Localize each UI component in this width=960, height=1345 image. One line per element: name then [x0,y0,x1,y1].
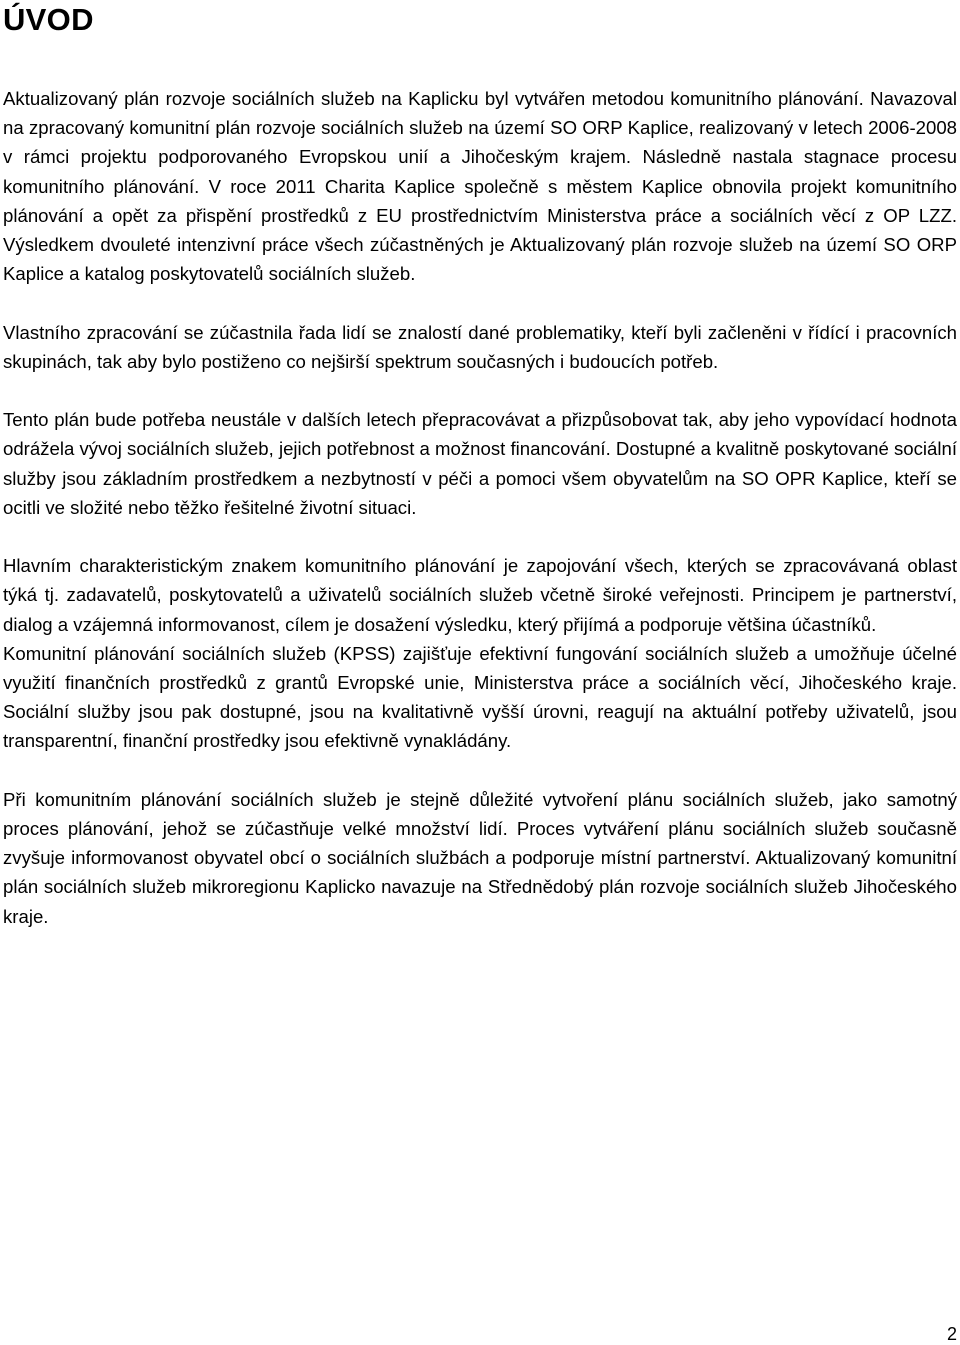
paragraph: Při komunitním plánování sociálních služeb je stejně důležité vytvoření plánu sociálních služeb, jako samotný proces plánování, jehož se zúčastňuje velké množství lidí. Proces vytváření plánu sociálních služeb současně zvyšuje informovanost obyvatel obcí o sociálních službách a podporuje místní partnerství. Aktualizovaný komunitní plán sociálních služeb mikroregionu Kaplicko navazuje na Střednědobý plán rozvoje sociálních služeb Jihočeského kraje. [3,788,957,927]
paragraph: Hlavním charakteristickým znakem komunitního plánování je zapojování všech, kterých se zpracovávaná oblast týká tj. zadavatelů, poskytovatelů a uživatelů sociálních služeb včetně široké veřejnosti. Principem je partnerství, dialog a vzájemná informovanost, cílem je dosažení výsledku, který přijímá a podporuje většina účastníků. [3,555,957,635]
paragraph: Aktualizovaný plán rozvoje sociálních služeb na Kaplicku byl vytvářen metodou komunitního plánování. Navazoval na zpracovaný komunitní plán rozvoje sociálních služeb na území SO ORP Kaplice, realizovaný v letech 2006-2008 v rámci projektu podporovaného Evropskou unií a Jihočeským krajem. Následně nastala stagnace procesu komunitního plánování. V roce 2011 Charita Kaplice společně s městem Kaplice obnovila projekt komunitního plánování a opět za přispění prostředků z EU prostřednictvím Ministerstva práce a sociálních věcí z OP LZZ. Výsledkem dvouleté intenzivní práce všech zúčastněných je Aktualizovaný plán rozvoje služeb na území SO ORP Kaplice a katalog poskytovatelů sociálních služeb. [3,88,957,285]
page-title: ÚVOD [3,2,94,37]
page-number: 2 [946,1324,957,1344]
document-body [3,84,957,931]
paragraph: Vlastního zpracování se zúčastnila řada lidí se znalostí dané problematiky, kteří byli začleněni v řídící i pracovních skupinách, tak aby bylo postiženo co nejširší spektrum současných i budoucích potřeb. [3,321,957,372]
paragraph: Tento plán bude potřeba neustále v dalších letech přepracovávat a přizpůsobovat tak, aby jeho vypovídací hodnota odrážela vývoj sociálních služeb, jejich potřebnost a možnost financování. Dostupné a kvalitně poskytované sociální služby jsou základním prostředkem a nezbytností v péči a pomoci všem obyvatelům na SO OPR Kaplice, kteří se ocitli ve složité nebo těžko řešitelné životní situaci. [3,409,957,518]
paragraph: Komunitní plánování sociálních služeb (KPSS) zajišťuje efektivní fungování sociálních služeb a umožňuje účelné využití finančních prostředků z grantů Evropské unie, Ministerstva práce a sociálních věcí, Jihočeského kraje. Sociální služby jsou pak dostupné, jsou na kvalitativně vyšší úrovni, reagují na aktuální potřeby uživatelů, jsou transparentní, finanční prostředky jsou efektivně vynakládány. [3,642,957,752]
